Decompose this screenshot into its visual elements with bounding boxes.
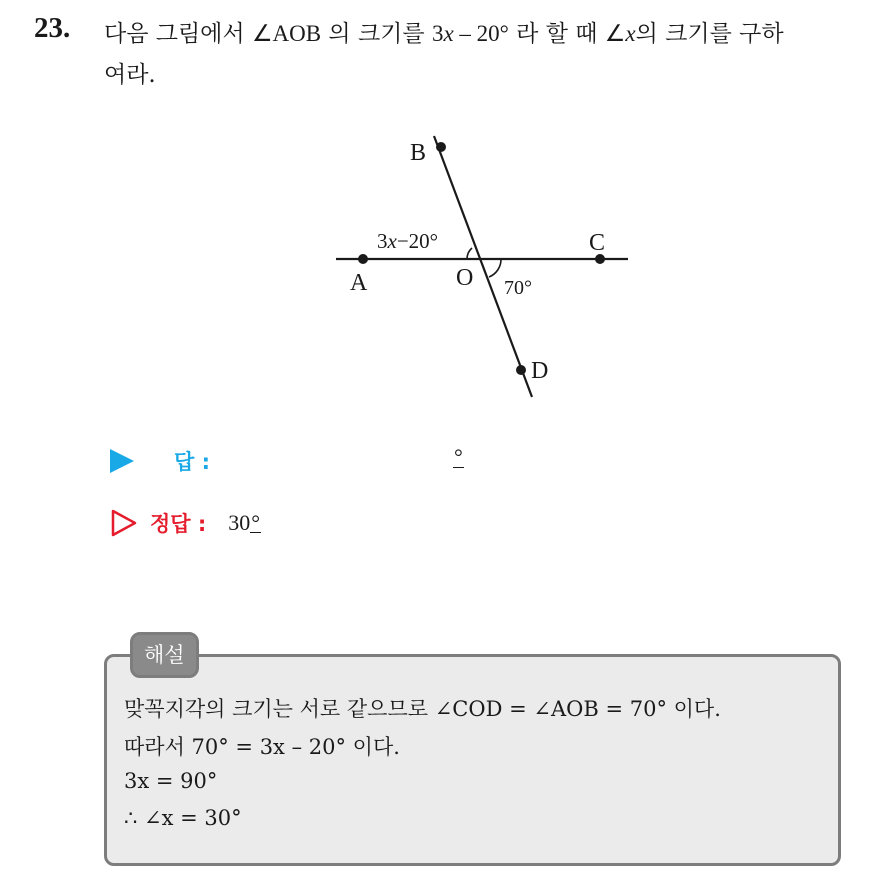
label-d: D	[531, 358, 549, 384]
label-o: O	[456, 265, 474, 291]
point-b	[436, 142, 446, 152]
label-c: C	[589, 230, 606, 256]
point-d	[516, 365, 526, 375]
solution-line-4: ∴ ∠x = 30°	[124, 806, 242, 830]
answer-label: 답 :	[174, 450, 210, 474]
outline-triangle-icon	[110, 509, 138, 537]
question-text-part: 의 크기를 구하	[635, 21, 784, 47]
answer-blank-unit: °	[454, 444, 463, 469]
angle-x: ∠x	[604, 21, 636, 46]
angle-arc-aob	[467, 248, 472, 259]
line-bd	[434, 136, 532, 397]
angle-arc-cod	[489, 259, 501, 277]
solution-tab: 해설	[130, 632, 199, 678]
question-number: 23.	[34, 12, 71, 44]
expression-3x-20: 3x – 20°	[431, 21, 509, 46]
question-text-line-2: 여라.	[104, 62, 156, 88]
angle-label-3x-20: 3x−20°	[377, 229, 439, 253]
correct-answer-value: 30°	[228, 510, 261, 535]
angle-aob: ∠AOB	[251, 21, 322, 46]
point-a	[358, 254, 368, 264]
answer-row	[110, 444, 210, 478]
question-text-part: 라 할 때	[508, 21, 605, 47]
question-text-part: 다음 그림에서	[104, 21, 252, 47]
solution-line-2: 따라서 70° = 3x – 20° 이다.	[124, 735, 400, 759]
question-text-part: 의 크기를	[321, 21, 432, 47]
correct-answer-label: 정답 :	[150, 512, 207, 536]
solution-line-3: 3x = 90°	[124, 769, 218, 793]
play-triangle-icon	[110, 449, 134, 473]
angle-label-70: 70°	[504, 277, 532, 299]
label-a: A	[350, 270, 368, 296]
solution-line-1: 맞꼭지각의 크기는 서로 같으므로 ∠COD = ∠AOB = 70° 이다.	[124, 697, 721, 721]
correct-answer-row	[110, 506, 261, 540]
label-b: B	[410, 140, 427, 166]
